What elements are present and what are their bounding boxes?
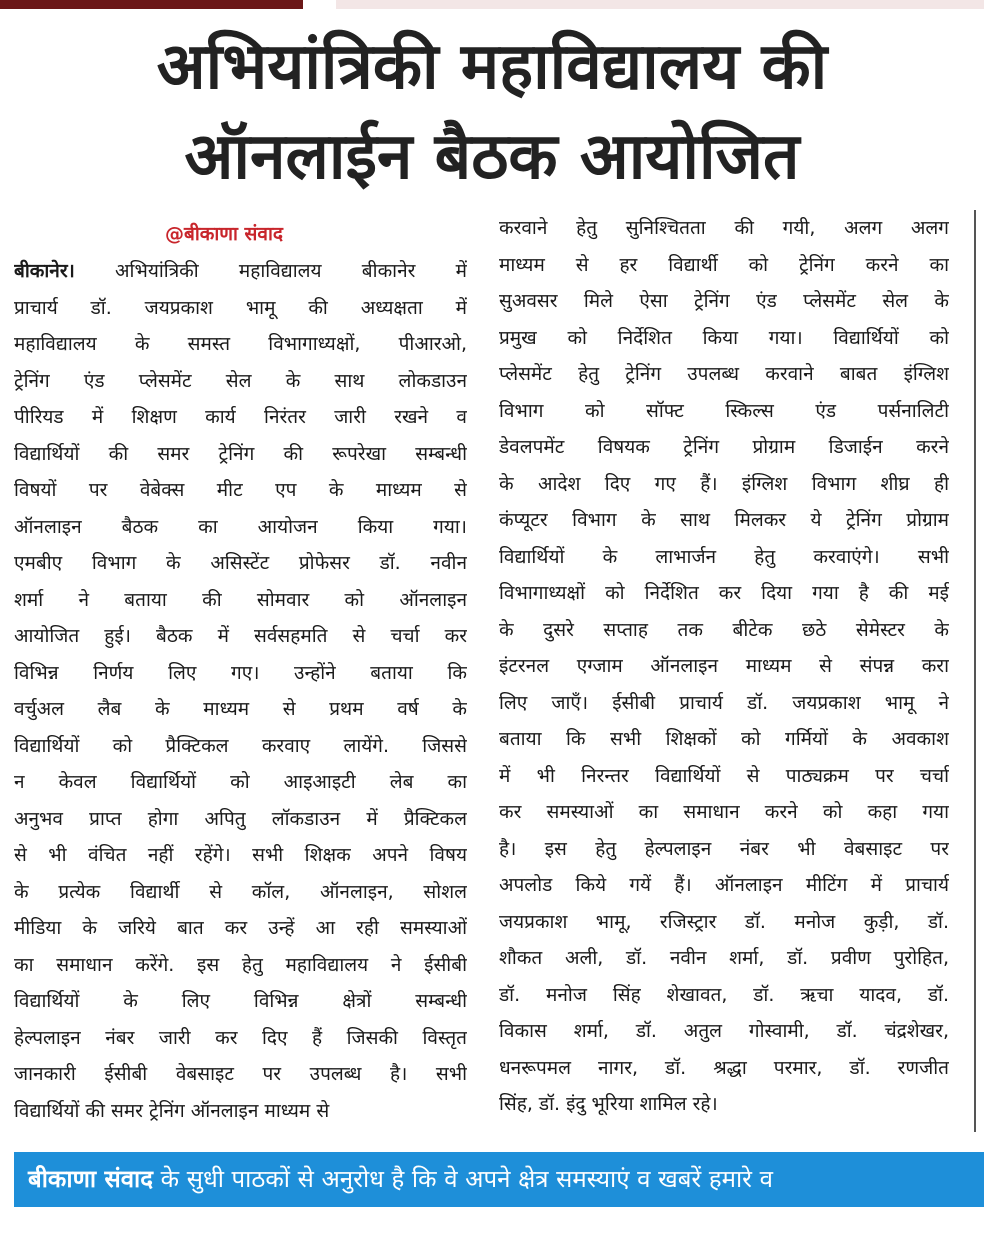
article-line-text: एमबीए विभाग के असिस्टेंट प्रोफेसर डॉ. नवीन <box>14 552 467 574</box>
article-line-left <box>14 1056 467 1093</box>
article-column-right <box>499 210 949 1123</box>
article-line-right: कर समस्याओं का समाधान करने को कहा गया <box>499 801 949 823</box>
article-line-right: प्रमुख को निर्देशित किया गया। विद्यार्थियों को <box>499 326 949 349</box>
article-line-right: इंटरनल एग्जाम ऑनलाइन माध्यम से संपन्न करा <box>499 655 949 677</box>
article-line-text: प्राचार्य डॉ. जयप्रकाश भामू की अध्यक्षता में <box>14 296 467 319</box>
article-line-right: के दुसरे सप्ताह तक बीटेक छठे सेमेस्टर के <box>499 618 949 641</box>
headline-line-1: अभियांत्रिकी महाविद्यालय की <box>156 30 828 104</box>
article-line-text: हेल्पलाइन नंबर जारी कर दिए हैं जिसकी विस्तृत <box>14 1026 467 1049</box>
article-line-left <box>14 509 467 546</box>
column-rule <box>974 210 976 1132</box>
article-line-text: विद्यार्थियों के लिए विभिन्न क्षेत्रों सम्बन्धी <box>14 990 467 1012</box>
article-line-text: अनुभव प्राप्त होगा अपितु लॉकडाउन में प्रैक्टिकल <box>14 807 467 830</box>
article-line-left <box>14 399 467 436</box>
article-line-right: डेवलपमेंट विषयक ट्रेनिंग प्रोग्राम डिजाईन करने <box>499 436 949 458</box>
article-line-right: करवाने हेतु सुनिश्चितता की गयी, अलग अलग <box>499 217 949 239</box>
headline <box>0 22 984 202</box>
article-line-left <box>14 691 467 728</box>
article-line-right: लिए जाएँ। ईसीबी प्राचार्य डॉ. जयप्रकाश भामू ने <box>499 691 949 714</box>
article-line-right: विभाग को सॉफ्ट स्किल्स एंड पर्सनालिटी <box>499 399 949 422</box>
article-line-left <box>14 436 467 473</box>
article-line-left <box>14 1093 467 1130</box>
article-line-text: का समाधान करेंगे. इस हेतु महाविद्यालय ने ईसीबी <box>14 953 467 976</box>
dateline: बीकानेर। <box>14 260 75 282</box>
article-line-text: आयोजित हुई। बैठक में सर्वसहमति से चर्चा कर <box>14 625 467 647</box>
article-line-text: वर्चुअल लैब के माध्यम से प्रथम वर्ष के <box>14 698 467 720</box>
article-line-left <box>14 290 467 327</box>
article-line-right: माध्यम से हर विद्यार्थी को ट्रेनिंग करने का <box>499 253 949 276</box>
article-column-left <box>14 253 467 1129</box>
article-line-left <box>14 764 467 801</box>
article-line-text: पीरियड में शिक्षण कार्य निरंतर जारी रखने व <box>14 406 467 428</box>
article-line-text: ऑनलाइन बैठक का आयोजन किया गया। <box>14 515 467 538</box>
article-line-left <box>14 910 467 947</box>
article-line-right: प्लेसमेंट हेतु ट्रेनिंग उपलब्ध करवाने बाबत इंग्लिश <box>499 363 949 385</box>
article-line-text: अभियांत्रिकी महाविद्यालय बीकानेर में <box>74 260 467 282</box>
article-line-left <box>14 1020 467 1057</box>
top-light-bar <box>336 0 984 9</box>
article-line-left <box>14 801 467 838</box>
article-line-right: अपलोड किये गयें हैं। ऑनलाइन मीटिंग में प्राचार्य <box>499 874 949 896</box>
article-line-right: विद्यार्थियों के लाभार्जन हेतु करवाएंगे। सभी <box>499 545 949 568</box>
article-line-text: विद्यार्थियों की समर ट्रेनिंग ऑनलाइन माध्यम से <box>14 1099 330 1122</box>
article-line-right: है। इस हेतु हेल्पलाइन नंबर भी वेबसाइट पर <box>499 837 949 860</box>
article-line-text: शर्मा ने बताया की सोमवार को ऑनलाइन <box>14 588 467 611</box>
reader-appeal-banner <box>14 1152 984 1207</box>
banner-message: के सुधी पाठकों से अनुरोध है कि वे अपने क्षेत्र समस्याएं व खबरें हमारे व <box>153 1165 773 1193</box>
article-line-right: बताया कि सभी शिक्षकों को गर्मियों के अवकाश <box>499 728 949 750</box>
article-line-right: शौकत अली, डॉ. नवीन शर्मा, डॉ. प्रवीण पुरोहित, <box>499 947 949 969</box>
article-line-left <box>14 472 467 509</box>
article-line-right: धनरूपमल नागर, डॉ. श्रद्धा परमार, डॉ. रणजीत <box>499 1056 949 1079</box>
article-line-left <box>14 728 467 765</box>
article-line-left <box>14 655 467 692</box>
article-line-text: मीडिया के जरिये बात कर उन्हें आ रही समस्याओं <box>14 917 467 939</box>
byline: @बीकाणा संवाद <box>165 223 283 245</box>
article-line-text: विद्यार्थियों की समर ट्रेनिंग की रूपरेखा सम्बन्धी <box>14 442 467 465</box>
article-line-right: में भी निरन्तर विद्यार्थियों से पाठ्यक्रम पर चर्चा <box>499 764 949 787</box>
article-line-left <box>14 837 467 874</box>
article-line-left <box>14 545 467 582</box>
article-line-text: से भी वंचित नहीं रहेंगे। सभी शिक्षक अपने विषय <box>14 844 467 866</box>
article-line-text: महाविद्यालय के समस्त विभागाध्यक्षों, पीआरओ, <box>14 333 467 355</box>
article-line-left <box>14 253 467 290</box>
article-line-right: के आदेश दिए गए हैं। इंग्लिश विभाग शीघ्र ही <box>499 472 949 495</box>
article-line-text: विद्यार्थियों को प्रैक्टिकल करवाए लायेंगे. जिससे <box>14 734 467 757</box>
article-line-right: डॉ. मनोज सिंह शेखावत, डॉ. ऋचा यादव, डॉ. <box>499 983 949 1006</box>
article-line-left <box>14 326 467 363</box>
article-line-left <box>14 363 467 400</box>
article-line-text: विभिन्न निर्णय लिए गए। उन्होंने बताया कि <box>14 661 467 684</box>
article-line-right: सिंह, डॉ. इंदु भूरिया शामिल रहे। <box>499 1093 718 1115</box>
article-line-text: विषयों पर वेबेक्स मीट एप के माध्यम से <box>14 479 467 501</box>
article-line-right: जयप्रकाश भामू, रजिस्ट्रार डॉ. मनोज कुड़ी, डॉ. <box>499 910 949 933</box>
article-line-left <box>14 582 467 619</box>
article-line-left <box>14 618 467 655</box>
article-line-text: जानकारी ईसीबी वेबसाइट पर उपलब्ध है। सभी <box>14 1063 467 1085</box>
article-line-text: न केवल विद्यार्थियों को आइआइटी लेब का <box>14 771 467 793</box>
article-line-right: विभागाध्यक्षों को निर्देशित कर दिया गया है की मई <box>499 582 949 604</box>
banner-brand: बीकाणा संवाद <box>28 1165 154 1193</box>
top-color-bar <box>0 0 303 9</box>
article-line-right: कंप्यूटर विभाग के साथ मिलकर ये ट्रेनिंग प्रोग्राम <box>499 509 949 531</box>
headline-line-2: ऑनलाईन बैठक आयोजित <box>184 120 800 194</box>
article-line-right: सुअवसर मिले ऐसा ट्रेनिंग एंड प्लेसमेंट सेल के <box>499 290 949 312</box>
article-line-left <box>14 947 467 984</box>
article-line-left <box>14 983 467 1020</box>
article-line-text: ट्रेनिंग एंड प्लेसमेंट सेल के साथ लोकडाउन <box>14 369 467 392</box>
article-line-text: के प्रत्येक विद्यार्थी से कॉल, ऑनलाइन, सोशल <box>14 880 467 903</box>
article-line-left <box>14 874 467 911</box>
article-line-right: विकास शर्मा, डॉ. अतुल गोस्वामी, डॉ. चंद्रशेखर, <box>499 1020 949 1042</box>
